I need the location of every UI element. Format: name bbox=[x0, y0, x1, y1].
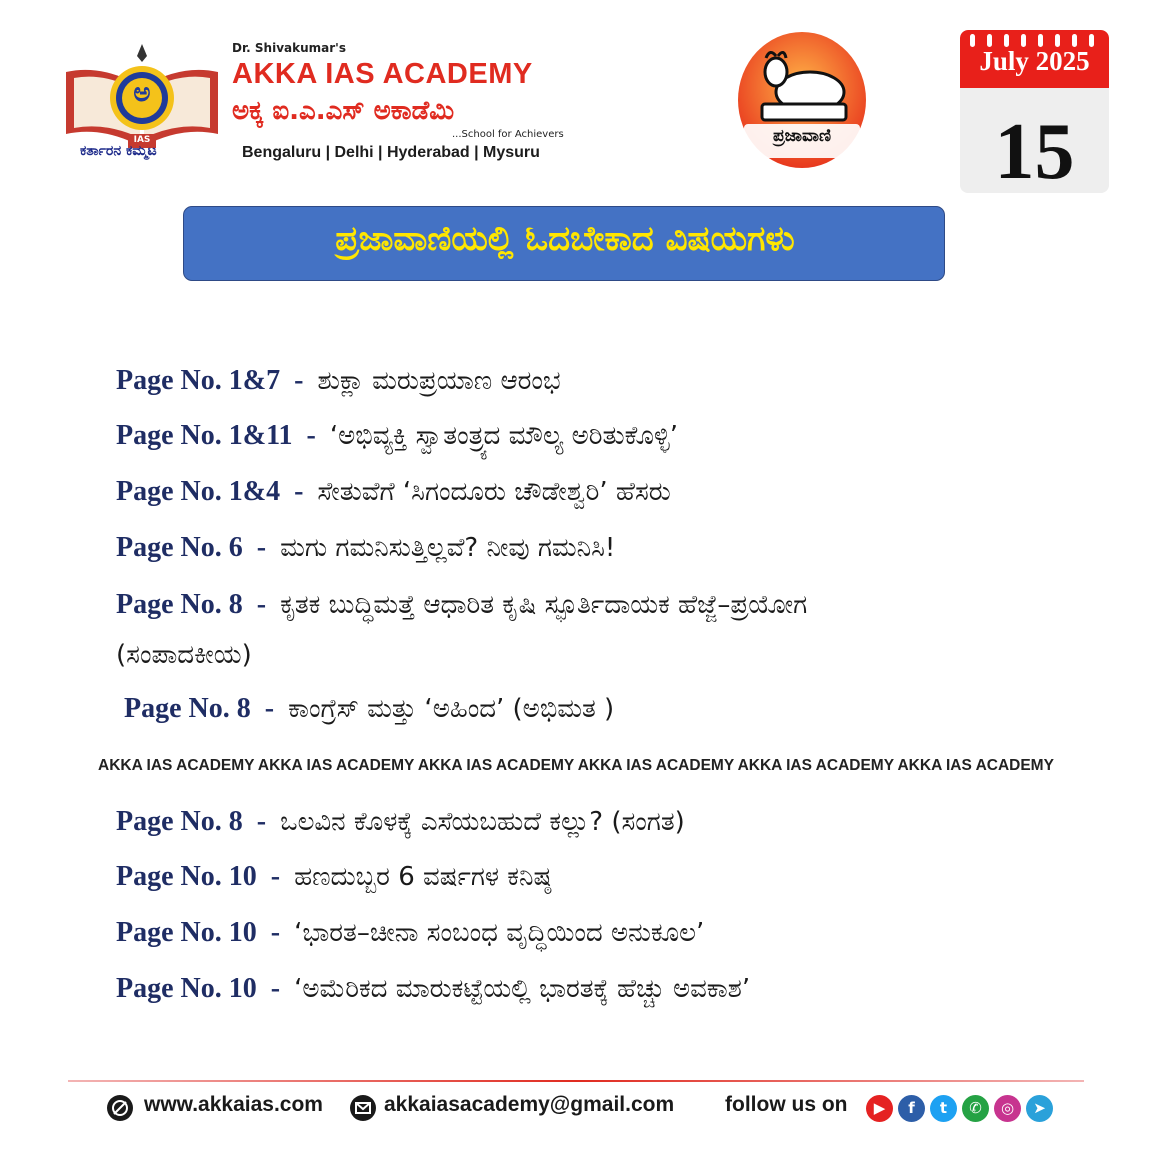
separator: - bbox=[294, 365, 304, 396]
article-title: ಕಾಂಗ್ರೆಸ್ ಮತ್ತು ‘ಅಹಿಂದ’ (ಅಭಿಮತ ) bbox=[288, 694, 615, 724]
article-title: ‘ಭಾರತ–ಚೀನಾ ಸಂಬಂಧ ವೃದ್ಧಿಯಿಂದ ಅನುಕೂಲ’ bbox=[294, 918, 705, 948]
article-item bbox=[116, 973, 750, 1005]
article-item bbox=[116, 532, 615, 564]
separator: - bbox=[256, 806, 267, 837]
separator: - bbox=[270, 973, 281, 1004]
page-number: Page No. 8 bbox=[124, 693, 251, 724]
twitter-icon[interactable]: t bbox=[930, 1095, 957, 1122]
telegram-icon[interactable]: ➤ bbox=[1026, 1095, 1053, 1122]
logo-badge: IAS bbox=[133, 135, 151, 145]
page-number: Page No. 1&11 bbox=[116, 420, 293, 451]
academy-name-kannada: ಅಕ್ಕ ಐ.ಎ.ಎಸ್ ಅಕಾಡೆಮಿ bbox=[232, 96, 455, 126]
separator: - bbox=[264, 693, 275, 724]
calendar-month-year: July 2025 bbox=[979, 46, 1090, 76]
email-link[interactable]: akkaiasacademy@gmail.com bbox=[384, 1093, 675, 1116]
newspaper-name: ಪ್ರಜಾವಾಣಿ bbox=[772, 126, 832, 146]
watermark-strip: AKKA IAS ACADEMY AKKA IAS ACADEMY AKKA IAS ACADEMY AKKA IAS ACADEMY AKKA IAS ACADEMY AKKA IAS ACADEMY bbox=[98, 757, 1054, 774]
article-title: ಶುಕ್ಲಾ ಮರುಪ್ರಯಾಣ ಆರಂಭ bbox=[317, 366, 561, 396]
article-item bbox=[116, 365, 561, 397]
youtube-icon[interactable]: ▶ bbox=[866, 1095, 893, 1122]
page-number: Page No. 1&7 bbox=[116, 365, 281, 396]
calendar-day: 15 bbox=[994, 108, 1075, 193]
footer-divider bbox=[68, 1080, 1084, 1082]
article-title: ಒಲವಿನ ಕೊಳಕ್ಕೆ ಎಸೆಯಬಹುದೆ ಕಲ್ಲು? (ಸಂಗತ) bbox=[280, 807, 685, 837]
separator: - bbox=[256, 532, 267, 563]
title-banner bbox=[183, 206, 945, 281]
banner-title: ಪ್ರಜಾವಾಣಿಯಲ್ಲಿ ಓದಬೇಕಾದ ವಿಷಯಗಳು bbox=[335, 219, 795, 259]
page-number: Page No. 8 bbox=[116, 806, 243, 837]
separator: - bbox=[270, 861, 281, 892]
whatsapp-icon[interactable]: ✆ bbox=[962, 1095, 989, 1122]
article-item bbox=[116, 806, 685, 838]
instagram-icon[interactable]: ◎ bbox=[994, 1095, 1021, 1122]
article-title: ಸೇತುವೆಗೆ ‘ಸಿಗಂದೂರು ಚೌಡೇಶ್ವರಿ’ ಹೆಸರು bbox=[317, 477, 671, 507]
founder-label: Dr. Shivakumar's bbox=[232, 41, 346, 55]
website-link[interactable]: www.akkaias.com bbox=[144, 1093, 323, 1116]
page-number: Page No. 8 bbox=[116, 589, 243, 620]
article-title: ‘ಅಮೆರಿಕದ ಮಾರುಕಟ್ಟೆಯಲ್ಲಿ ಭಾರತಕ್ಕೆ ಹೆಚ್ಚು ಅವಕಾಶ’ bbox=[294, 974, 751, 1004]
article-title: ಹಣದುಬ್ಬರ 6 ವರ್ಷಗಳ ಕನಿಷ್ಠ bbox=[294, 862, 552, 892]
separator: - bbox=[294, 476, 304, 507]
facebook-icon[interactable]: f bbox=[898, 1095, 925, 1122]
follow-label: follow us on bbox=[725, 1093, 848, 1116]
email-icon bbox=[349, 1094, 377, 1122]
globe-icon bbox=[106, 1094, 134, 1122]
logo-tagline: ಕರ್ತಾರನ ಕಮ್ಮಟ bbox=[80, 143, 157, 159]
page-number: Page No. 10 bbox=[116, 917, 257, 948]
article-item bbox=[116, 476, 671, 508]
separator: - bbox=[256, 589, 267, 620]
article-item bbox=[116, 861, 551, 893]
logo-glyph: ಅ bbox=[133, 78, 151, 108]
article-item bbox=[116, 917, 704, 949]
page-number: Page No. 1&4 bbox=[116, 476, 281, 507]
article-title: ‘ಅಭಿವ್ಯಕ್ತಿ ಸ್ವಾತಂತ್ರ್ಯದ ಮೌಲ್ಯ ಅರಿತುಕೊಳ್ಳಿ’ bbox=[329, 421, 678, 451]
page-number: Page No. 10 bbox=[116, 973, 257, 1004]
page-number: Page No. 6 bbox=[116, 532, 243, 563]
article-item bbox=[116, 589, 807, 621]
school-tagline: ...School for Achievers bbox=[452, 129, 564, 140]
date-calendar bbox=[960, 30, 1109, 193]
separator: - bbox=[306, 420, 316, 451]
article-item bbox=[116, 420, 678, 452]
newspaper-logo bbox=[736, 30, 868, 172]
article-title: ಮಗು ಗಮನಿಸುತ್ತಿಲ್ಲವೆ? ನೀವು ಗಮನಿಸಿ! bbox=[280, 533, 616, 563]
article-category: (ಸಂಪಾದಕೀಯ) bbox=[116, 640, 252, 670]
article-note bbox=[116, 639, 252, 671]
city-list: Bengaluru | Delhi | Hyderabad | Mysuru bbox=[242, 144, 540, 161]
article-item bbox=[124, 693, 614, 725]
article-title: ಕೃತಕ ಬುದ್ಧಿಮತ್ತೆ ಆಧಾರಿತ ಕೃಷಿ ಸ್ಫೂರ್ತಿದಾಯಕ ಹೆಜ್ಜೆ–ಪ್ರಯೋಗ bbox=[280, 590, 808, 620]
separator: - bbox=[270, 917, 281, 948]
page-number: Page No. 10 bbox=[116, 861, 257, 892]
academy-name: AKKA IAS ACADEMY bbox=[232, 58, 533, 90]
